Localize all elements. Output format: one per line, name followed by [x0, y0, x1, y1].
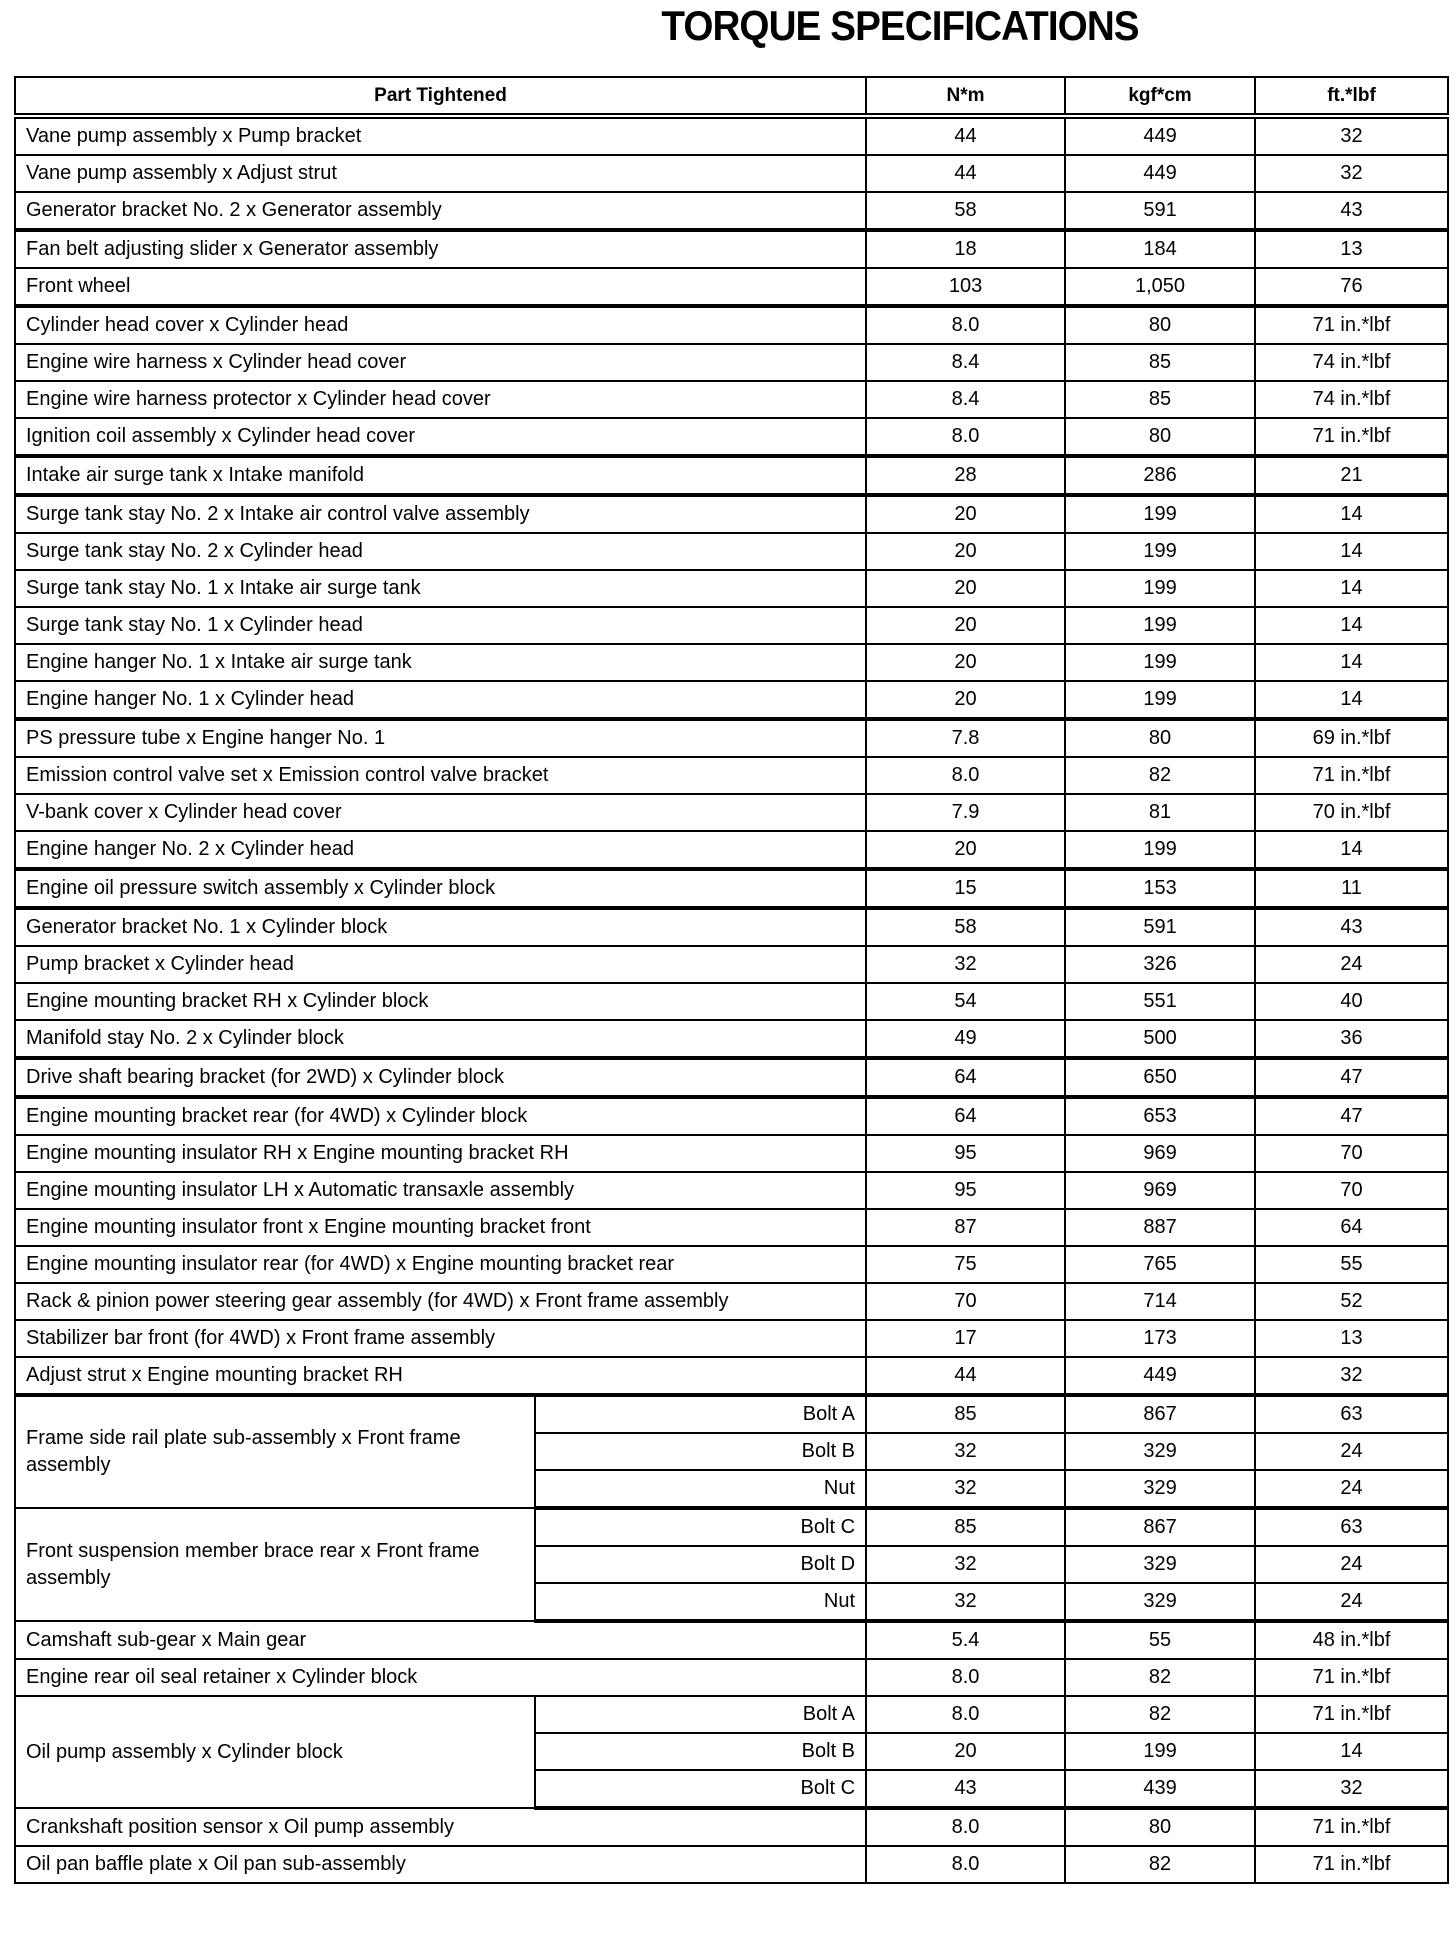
ftlbf-cell: 70 — [1255, 1135, 1448, 1172]
ftlbf-cell: 32 — [1255, 155, 1448, 192]
part-cell: Engine wire harness protector x Cylinder head cover — [15, 381, 866, 418]
nm-cell: 49 — [866, 1020, 1065, 1058]
ftlbf-cell: 71 in.*lbf — [1255, 1696, 1448, 1733]
ftlbf-cell: 32 — [1255, 116, 1448, 155]
ftlbf-cell: 21 — [1255, 456, 1448, 495]
kgf-cell: 82 — [1065, 1659, 1255, 1696]
fastener-label: Bolt C — [535, 1508, 866, 1546]
ftlbf-cell: 74 in.*lbf — [1255, 344, 1448, 381]
nm-cell: 20 — [866, 644, 1065, 681]
table-row — [15, 1246, 1448, 1283]
table-row — [15, 1621, 1448, 1659]
kgf-cell: 199 — [1065, 570, 1255, 607]
kgf-cell: 591 — [1065, 192, 1255, 230]
kgf-cell: 82 — [1065, 1846, 1255, 1883]
fastener-label: Nut — [535, 1583, 866, 1621]
part-cell: Surge tank stay No. 2 x Intake air control valve assembly — [15, 495, 866, 533]
nm-cell: 32 — [866, 1470, 1065, 1508]
ftlbf-cell: 48 in.*lbf — [1255, 1621, 1448, 1659]
header-nm: N*m — [866, 77, 1065, 116]
kgf-cell: 765 — [1065, 1246, 1255, 1283]
nm-cell: 95 — [866, 1172, 1065, 1209]
torque-table — [14, 76, 1449, 1884]
part-cell: Ignition coil assembly x Cylinder head cover — [15, 418, 866, 456]
ftlbf-cell: 47 — [1255, 1097, 1448, 1135]
kgf-cell: 969 — [1065, 1135, 1255, 1172]
table-row — [15, 344, 1448, 381]
table-row — [15, 1097, 1448, 1135]
part-cell: Drive shaft bearing bracket (for 2WD) x Cylinder block — [15, 1058, 866, 1097]
fastener-label: Bolt A — [535, 1696, 866, 1733]
ftlbf-cell: 32 — [1255, 1357, 1448, 1395]
part-cell: Intake air surge tank x Intake manifold — [15, 456, 866, 495]
ftlbf-cell: 63 — [1255, 1508, 1448, 1546]
header-ftlbf: ft.*lbf — [1255, 77, 1448, 116]
ftlbf-cell: 71 in.*lbf — [1255, 1846, 1448, 1883]
ftlbf-cell: 11 — [1255, 869, 1448, 908]
part-cell: Engine mounting bracket rear (for 4WD) x Cylinder block — [15, 1097, 866, 1135]
table-row — [15, 1659, 1448, 1696]
part-cell: Manifold stay No. 2 x Cylinder block — [15, 1020, 866, 1058]
table-row — [15, 869, 1448, 908]
ftlbf-cell: 63 — [1255, 1395, 1448, 1433]
nm-cell: 54 — [866, 983, 1065, 1020]
part-cell: Vane pump assembly x Adjust strut — [15, 155, 866, 192]
nm-cell: 8.0 — [866, 1846, 1065, 1883]
nm-cell: 95 — [866, 1135, 1065, 1172]
part-cell: Cylinder head cover x Cylinder head — [15, 306, 866, 344]
kgf-cell: 199 — [1065, 1733, 1255, 1770]
ftlbf-cell: 55 — [1255, 1246, 1448, 1283]
kgf-cell: 1,050 — [1065, 268, 1255, 306]
kgf-cell: 55 — [1065, 1621, 1255, 1659]
nm-cell: 8.0 — [866, 306, 1065, 344]
kgf-cell: 439 — [1065, 1770, 1255, 1808]
kgf-cell: 653 — [1065, 1097, 1255, 1135]
nm-cell: 5.4 — [866, 1621, 1065, 1659]
nm-cell: 44 — [866, 155, 1065, 192]
ftlbf-cell: 14 — [1255, 533, 1448, 570]
ftlbf-cell: 13 — [1255, 230, 1448, 268]
nm-cell: 20 — [866, 495, 1065, 533]
nm-cell: 20 — [866, 681, 1065, 719]
table-row — [15, 983, 1448, 1020]
table-row — [15, 1508, 1448, 1546]
table-row — [15, 644, 1448, 681]
nm-cell: 64 — [866, 1097, 1065, 1135]
part-cell: Engine mounting insulator rear (for 4WD) x Engine mounting bracket rear — [15, 1246, 866, 1283]
ftlbf-cell: 43 — [1255, 192, 1448, 230]
part-cell: Camshaft sub-gear x Main gear — [15, 1621, 866, 1659]
ftlbf-cell: 14 — [1255, 495, 1448, 533]
table-row — [15, 533, 1448, 570]
kgf-cell: 500 — [1065, 1020, 1255, 1058]
kgf-cell: 867 — [1065, 1395, 1255, 1433]
ftlbf-cell: 40 — [1255, 983, 1448, 1020]
ftlbf-cell: 43 — [1255, 908, 1448, 946]
table-row — [15, 1209, 1448, 1246]
part-cell: Generator bracket No. 2 x Generator assembly — [15, 192, 866, 230]
ftlbf-cell: 69 in.*lbf — [1255, 719, 1448, 757]
kgf-cell: 85 — [1065, 344, 1255, 381]
table-row — [15, 306, 1448, 344]
part-cell: Engine mounting insulator RH x Engine mounting bracket RH — [15, 1135, 866, 1172]
table-row — [15, 1846, 1448, 1883]
table-row — [15, 192, 1448, 230]
nm-cell: 44 — [866, 1357, 1065, 1395]
nm-cell: 8.0 — [866, 1659, 1065, 1696]
part-cell: Surge tank stay No. 1 x Cylinder head — [15, 607, 866, 644]
kgf-cell: 329 — [1065, 1546, 1255, 1583]
table-row — [15, 719, 1448, 757]
nm-cell: 8.0 — [866, 757, 1065, 794]
table-row — [15, 418, 1448, 456]
nm-cell: 17 — [866, 1320, 1065, 1357]
table-row — [15, 155, 1448, 192]
nm-cell: 8.0 — [866, 1808, 1065, 1846]
ftlbf-cell: 14 — [1255, 607, 1448, 644]
ftlbf-cell: 71 in.*lbf — [1255, 418, 1448, 456]
kgf-cell: 887 — [1065, 1209, 1255, 1246]
table-row — [15, 116, 1448, 155]
kgf-cell: 650 — [1065, 1058, 1255, 1097]
ftlbf-cell: 71 in.*lbf — [1255, 1659, 1448, 1696]
table-row — [15, 607, 1448, 644]
kgf-cell: 449 — [1065, 1357, 1255, 1395]
part-cell: Engine hanger No. 1 x Cylinder head — [15, 681, 866, 719]
table-row — [15, 1696, 1448, 1733]
kgf-cell: 199 — [1065, 533, 1255, 570]
table-row — [15, 495, 1448, 533]
ftlbf-cell: 14 — [1255, 1733, 1448, 1770]
table-row — [15, 757, 1448, 794]
nm-cell: 58 — [866, 192, 1065, 230]
nm-cell: 8.4 — [866, 381, 1065, 418]
table-row — [15, 1020, 1448, 1058]
header-kgf: kgf*cm — [1065, 77, 1255, 116]
part-cell: Oil pan baffle plate x Oil pan sub-assembly — [15, 1846, 866, 1883]
table-row — [15, 268, 1448, 306]
part-cell: Oil pump assembly x Cylinder block — [15, 1696, 535, 1808]
fastener-label: Bolt C — [535, 1770, 866, 1808]
part-cell: Engine mounting insulator front x Engine mounting bracket front — [15, 1209, 866, 1246]
ftlbf-cell: 52 — [1255, 1283, 1448, 1320]
kgf-cell: 80 — [1065, 1808, 1255, 1846]
ftlbf-cell: 71 in.*lbf — [1255, 1808, 1448, 1846]
ftlbf-cell: 14 — [1255, 681, 1448, 719]
nm-cell: 7.8 — [866, 719, 1065, 757]
part-cell: Generator bracket No. 1 x Cylinder block — [15, 908, 866, 946]
nm-cell: 28 — [866, 456, 1065, 495]
fastener-label: Bolt D — [535, 1546, 866, 1583]
part-cell: Front suspension member brace rear x Front frame assembly — [15, 1508, 535, 1621]
ftlbf-cell: 24 — [1255, 1470, 1448, 1508]
kgf-cell: 326 — [1065, 946, 1255, 983]
ftlbf-cell: 24 — [1255, 1433, 1448, 1470]
ftlbf-cell: 47 — [1255, 1058, 1448, 1097]
table-row — [15, 1808, 1448, 1846]
nm-cell: 44 — [866, 116, 1065, 155]
part-cell: Adjust strut x Engine mounting bracket RH — [15, 1357, 866, 1395]
kgf-cell: 199 — [1065, 644, 1255, 681]
part-cell: Engine mounting bracket RH x Cylinder block — [15, 983, 866, 1020]
kgf-cell: 80 — [1065, 418, 1255, 456]
ftlbf-cell: 24 — [1255, 1583, 1448, 1621]
part-cell: V-bank cover x Cylinder head cover — [15, 794, 866, 831]
nm-cell: 20 — [866, 607, 1065, 644]
nm-cell: 20 — [866, 831, 1065, 869]
fastener-label: Bolt A — [535, 1395, 866, 1433]
ftlbf-cell: 24 — [1255, 946, 1448, 983]
table-row — [15, 1058, 1448, 1097]
kgf-cell: 199 — [1065, 681, 1255, 719]
ftlbf-cell: 36 — [1255, 1020, 1448, 1058]
ftlbf-cell: 64 — [1255, 1209, 1448, 1246]
kgf-cell: 199 — [1065, 607, 1255, 644]
table-row — [15, 681, 1448, 719]
nm-cell: 32 — [866, 1583, 1065, 1621]
part-cell: Engine mounting insulator LH x Automatic transaxle assembly — [15, 1172, 866, 1209]
fastener-label: Nut — [535, 1470, 866, 1508]
part-cell: Frame side rail plate sub-assembly x Front frame assembly — [15, 1395, 535, 1508]
kgf-cell: 329 — [1065, 1433, 1255, 1470]
part-cell: Emission control valve set x Emission control valve bracket — [15, 757, 866, 794]
part-cell: Surge tank stay No. 2 x Cylinder head — [15, 533, 866, 570]
header-part: Part Tightened — [15, 77, 866, 116]
ftlbf-cell: 71 in.*lbf — [1255, 757, 1448, 794]
table-row — [15, 1172, 1448, 1209]
kgf-cell: 80 — [1065, 306, 1255, 344]
ftlbf-cell: 32 — [1255, 1770, 1448, 1808]
kgf-cell: 329 — [1065, 1583, 1255, 1621]
table-row — [15, 230, 1448, 268]
kgf-cell: 199 — [1065, 495, 1255, 533]
nm-cell: 15 — [866, 869, 1065, 908]
nm-cell: 8.0 — [866, 1696, 1065, 1733]
nm-cell: 32 — [866, 1433, 1065, 1470]
nm-cell: 8.4 — [866, 344, 1065, 381]
nm-cell: 18 — [866, 230, 1065, 268]
ftlbf-cell: 24 — [1255, 1546, 1448, 1583]
ftlbf-cell: 13 — [1255, 1320, 1448, 1357]
kgf-cell: 449 — [1065, 116, 1255, 155]
nm-cell: 70 — [866, 1283, 1065, 1320]
part-cell: Pump bracket x Cylinder head — [15, 946, 866, 983]
nm-cell: 85 — [866, 1395, 1065, 1433]
kgf-cell: 85 — [1065, 381, 1255, 418]
kgf-cell: 867 — [1065, 1508, 1255, 1546]
kgf-cell: 286 — [1065, 456, 1255, 495]
part-cell: Stabilizer bar front (for 4WD) x Front frame assembly — [15, 1320, 866, 1357]
ftlbf-cell: 70 in.*lbf — [1255, 794, 1448, 831]
table-row — [15, 1320, 1448, 1357]
nm-cell: 64 — [866, 1058, 1065, 1097]
nm-cell: 20 — [866, 570, 1065, 607]
kgf-cell: 184 — [1065, 230, 1255, 268]
table-row — [15, 381, 1448, 418]
nm-cell: 20 — [866, 533, 1065, 570]
nm-cell: 20 — [866, 1733, 1065, 1770]
table-row — [15, 1135, 1448, 1172]
page-title: TORQUE SPECIFICATIONS — [661, 2, 1139, 49]
nm-cell: 103 — [866, 268, 1065, 306]
nm-cell: 8.0 — [866, 418, 1065, 456]
ftlbf-cell: 14 — [1255, 570, 1448, 607]
nm-cell: 75 — [866, 1246, 1065, 1283]
table-row — [15, 456, 1448, 495]
nm-cell: 7.9 — [866, 794, 1065, 831]
part-cell: Engine oil pressure switch assembly x Cylinder block — [15, 869, 866, 908]
kgf-cell: 80 — [1065, 719, 1255, 757]
nm-cell: 43 — [866, 1770, 1065, 1808]
part-cell: Engine hanger No. 1 x Intake air surge tank — [15, 644, 866, 681]
part-cell: Engine wire harness x Cylinder head cover — [15, 344, 866, 381]
part-cell: Surge tank stay No. 1 x Intake air surge tank — [15, 570, 866, 607]
part-cell: Fan belt adjusting slider x Generator assembly — [15, 230, 866, 268]
kgf-cell: 199 — [1065, 831, 1255, 869]
kgf-cell: 82 — [1065, 757, 1255, 794]
part-cell: Engine hanger No. 2 x Cylinder head — [15, 831, 866, 869]
nm-cell: 32 — [866, 1546, 1065, 1583]
ftlbf-cell: 14 — [1255, 831, 1448, 869]
nm-cell: 87 — [866, 1209, 1065, 1246]
table-row — [15, 794, 1448, 831]
ftlbf-cell: 76 — [1255, 268, 1448, 306]
table-row — [15, 1357, 1448, 1395]
part-cell: Engine rear oil seal retainer x Cylinder block — [15, 1659, 866, 1696]
nm-cell: 85 — [866, 1508, 1065, 1546]
ftlbf-cell: 74 in.*lbf — [1255, 381, 1448, 418]
kgf-cell: 449 — [1065, 155, 1255, 192]
ftlbf-cell: 71 in.*lbf — [1255, 306, 1448, 344]
fastener-label: Bolt B — [535, 1433, 866, 1470]
kgf-cell: 591 — [1065, 908, 1255, 946]
ftlbf-cell: 14 — [1255, 644, 1448, 681]
table-row — [15, 908, 1448, 946]
table-row — [15, 1283, 1448, 1320]
part-cell: Vane pump assembly x Pump bracket — [15, 116, 866, 155]
kgf-cell: 714 — [1065, 1283, 1255, 1320]
table-row — [15, 946, 1448, 983]
kgf-cell: 173 — [1065, 1320, 1255, 1357]
table-row — [15, 831, 1448, 869]
part-cell: Rack & pinion power steering gear assembly (for 4WD) x Front frame assembly — [15, 1283, 866, 1320]
kgf-cell: 551 — [1065, 983, 1255, 1020]
part-cell: PS pressure tube x Engine hanger No. 1 — [15, 719, 866, 757]
kgf-cell: 82 — [1065, 1696, 1255, 1733]
fastener-label: Bolt B — [535, 1733, 866, 1770]
part-cell: Crankshaft position sensor x Oil pump assembly — [15, 1808, 866, 1846]
kgf-cell: 153 — [1065, 869, 1255, 908]
table-row — [15, 1395, 1448, 1433]
ftlbf-cell: 70 — [1255, 1172, 1448, 1209]
kgf-cell: 81 — [1065, 794, 1255, 831]
table-row — [15, 570, 1448, 607]
nm-cell: 32 — [866, 946, 1065, 983]
kgf-cell: 969 — [1065, 1172, 1255, 1209]
nm-cell: 58 — [866, 908, 1065, 946]
part-cell: Front wheel — [15, 268, 866, 306]
kgf-cell: 329 — [1065, 1470, 1255, 1508]
table-header-row — [15, 77, 1448, 116]
